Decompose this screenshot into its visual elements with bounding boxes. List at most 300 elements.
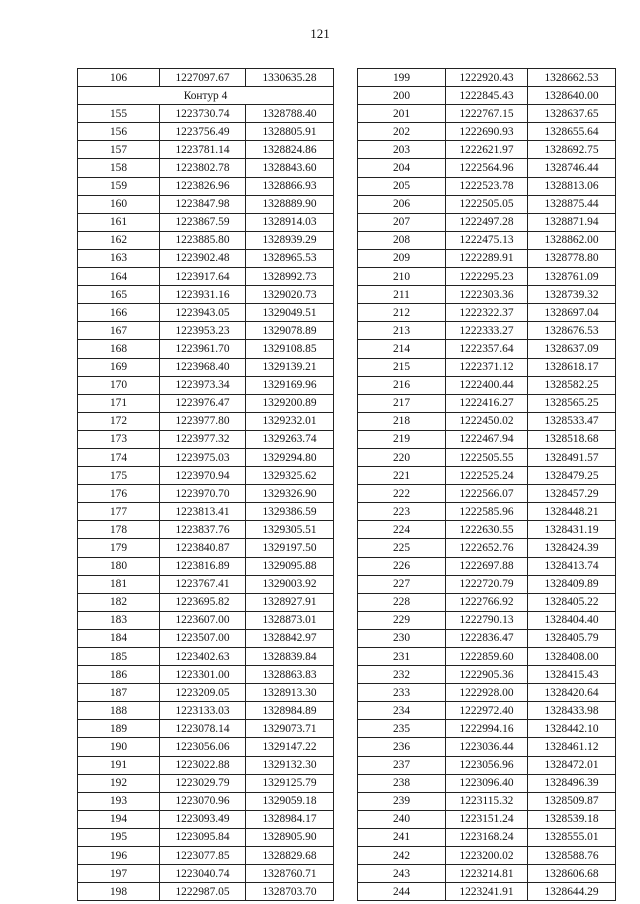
x-coordinate-cell: 1223953.23 bbox=[160, 322, 246, 340]
point-number-cell: 157 bbox=[78, 141, 160, 159]
table-row bbox=[78, 430, 334, 448]
x-coordinate-cell: 1222289.91 bbox=[446, 249, 528, 267]
y-coordinate-cell: 1328778.80 bbox=[528, 249, 616, 267]
point-number-cell: 160 bbox=[78, 195, 160, 213]
x-coordinate-cell: 1222630.55 bbox=[446, 521, 528, 539]
coordinates-table-left-body bbox=[78, 69, 334, 901]
point-number-cell: 237 bbox=[358, 756, 446, 774]
x-coordinate-cell: 1223973.34 bbox=[160, 376, 246, 394]
y-coordinate-cell: 1328655.64 bbox=[528, 123, 616, 141]
point-number-cell: 231 bbox=[358, 648, 446, 666]
point-number-cell: 233 bbox=[358, 684, 446, 702]
y-coordinate-cell: 1329325.62 bbox=[246, 467, 334, 485]
x-coordinate-cell: 1223168.24 bbox=[446, 828, 528, 846]
y-coordinate-cell: 1328992.73 bbox=[246, 268, 334, 286]
y-coordinate-cell: 1328862.00 bbox=[528, 231, 616, 249]
point-number-cell: 234 bbox=[358, 702, 446, 720]
point-number-cell: 213 bbox=[358, 322, 446, 340]
y-coordinate-cell: 1328746.44 bbox=[528, 159, 616, 177]
y-coordinate-cell: 1328461.12 bbox=[528, 738, 616, 756]
point-number-cell: 166 bbox=[78, 304, 160, 322]
point-number-cell: 243 bbox=[358, 865, 446, 883]
y-coordinate-cell: 1328676.53 bbox=[528, 322, 616, 340]
point-number-cell: 173 bbox=[78, 430, 160, 448]
table-row bbox=[358, 485, 616, 503]
x-coordinate-cell: 1223078.14 bbox=[160, 720, 246, 738]
table-row bbox=[358, 394, 616, 412]
table-row bbox=[78, 738, 334, 756]
point-number-cell: 163 bbox=[78, 249, 160, 267]
x-coordinate-cell: 1222505.05 bbox=[446, 195, 528, 213]
table-row bbox=[78, 684, 334, 702]
y-coordinate-cell: 1328873.01 bbox=[246, 611, 334, 629]
y-coordinate-cell: 1328871.94 bbox=[528, 213, 616, 231]
point-number-cell: 196 bbox=[78, 847, 160, 865]
point-number-cell: 220 bbox=[358, 448, 446, 466]
point-number-cell: 244 bbox=[358, 883, 446, 901]
table-row bbox=[78, 720, 334, 738]
y-coordinate-cell: 1329294.80 bbox=[246, 448, 334, 466]
x-coordinate-cell: 1223943.05 bbox=[160, 304, 246, 322]
point-number-cell: 165 bbox=[78, 286, 160, 304]
y-coordinate-cell: 1328448.21 bbox=[528, 503, 616, 521]
x-coordinate-cell: 1223867.59 bbox=[160, 213, 246, 231]
point-number-cell: 171 bbox=[78, 394, 160, 412]
table-row bbox=[358, 340, 616, 358]
y-coordinate-cell: 1329139.21 bbox=[246, 358, 334, 376]
table-row bbox=[78, 503, 334, 521]
y-coordinate-cell: 1328565.25 bbox=[528, 394, 616, 412]
x-coordinate-cell: 1223977.80 bbox=[160, 412, 246, 430]
y-coordinate-cell: 1329003.92 bbox=[246, 575, 334, 593]
y-coordinate-cell: 1328472.01 bbox=[528, 756, 616, 774]
x-coordinate-cell: 1222322.37 bbox=[446, 304, 528, 322]
point-number-cell: 230 bbox=[358, 629, 446, 647]
x-coordinate-cell: 1223070.96 bbox=[160, 792, 246, 810]
point-number-cell: 179 bbox=[78, 539, 160, 557]
point-number-cell: 239 bbox=[358, 792, 446, 810]
table-row bbox=[358, 810, 616, 828]
y-coordinate-cell: 1328491.57 bbox=[528, 448, 616, 466]
section-title: Контур 4 bbox=[78, 87, 334, 105]
point-number-cell: 215 bbox=[358, 358, 446, 376]
y-coordinate-cell: 1328424.39 bbox=[528, 539, 616, 557]
y-coordinate-cell: 1328863.83 bbox=[246, 666, 334, 684]
x-coordinate-cell: 1223781.14 bbox=[160, 141, 246, 159]
y-coordinate-cell: 1329125.79 bbox=[246, 774, 334, 792]
x-coordinate-cell: 1222564.96 bbox=[446, 159, 528, 177]
table-row bbox=[358, 430, 616, 448]
point-number-cell: 195 bbox=[78, 828, 160, 846]
x-coordinate-cell: 1223977.32 bbox=[160, 430, 246, 448]
coordinates-table-right bbox=[357, 68, 616, 901]
point-number-cell: 209 bbox=[358, 249, 446, 267]
x-coordinate-cell: 1222525.24 bbox=[446, 467, 528, 485]
x-coordinate-cell: 1223695.82 bbox=[160, 593, 246, 611]
table-row bbox=[358, 756, 616, 774]
x-coordinate-cell: 1223209.05 bbox=[160, 684, 246, 702]
x-coordinate-cell: 1222987.05 bbox=[160, 883, 246, 901]
table-row bbox=[78, 575, 334, 593]
y-coordinate-cell: 1328866.93 bbox=[246, 177, 334, 195]
y-coordinate-cell: 1329169.96 bbox=[246, 376, 334, 394]
y-coordinate-cell: 1328408.00 bbox=[528, 648, 616, 666]
y-coordinate-cell: 1328913.30 bbox=[246, 684, 334, 702]
point-number-cell: 198 bbox=[78, 883, 160, 901]
y-coordinate-cell: 1328405.79 bbox=[528, 629, 616, 647]
point-number-cell: 228 bbox=[358, 593, 446, 611]
table-row bbox=[358, 322, 616, 340]
x-coordinate-cell: 1222766.92 bbox=[446, 593, 528, 611]
point-number-cell: 242 bbox=[358, 847, 446, 865]
y-coordinate-cell: 1328431.19 bbox=[528, 521, 616, 539]
table-row bbox=[358, 286, 616, 304]
x-coordinate-cell: 1223813.41 bbox=[160, 503, 246, 521]
y-coordinate-cell: 1328905.90 bbox=[246, 828, 334, 846]
point-number-cell: 182 bbox=[78, 593, 160, 611]
point-number-cell: 199 bbox=[358, 69, 446, 87]
point-number-cell: 156 bbox=[78, 123, 160, 141]
x-coordinate-cell: 1222371.12 bbox=[446, 358, 528, 376]
y-coordinate-cell: 1328606.68 bbox=[528, 865, 616, 883]
x-coordinate-cell: 1222720.79 bbox=[446, 575, 528, 593]
point-number-cell: 155 bbox=[78, 105, 160, 123]
table-row bbox=[78, 648, 334, 666]
table-row bbox=[78, 810, 334, 828]
y-coordinate-cell: 1328939.29 bbox=[246, 231, 334, 249]
point-number-cell: 217 bbox=[358, 394, 446, 412]
table-row bbox=[78, 828, 334, 846]
x-coordinate-cell: 1222836.47 bbox=[446, 629, 528, 647]
x-coordinate-cell: 1222928.00 bbox=[446, 684, 528, 702]
table-row bbox=[78, 286, 334, 304]
point-number-cell: 236 bbox=[358, 738, 446, 756]
table-row bbox=[78, 69, 334, 87]
point-number-cell: 222 bbox=[358, 485, 446, 503]
point-number-cell: 188 bbox=[78, 702, 160, 720]
x-coordinate-cell: 1223756.49 bbox=[160, 123, 246, 141]
x-coordinate-cell: 1223040.74 bbox=[160, 865, 246, 883]
y-coordinate-cell: 1329232.01 bbox=[246, 412, 334, 430]
y-coordinate-cell: 1328433.98 bbox=[528, 702, 616, 720]
x-coordinate-cell: 1223093.49 bbox=[160, 810, 246, 828]
table-row bbox=[358, 593, 616, 611]
table-row bbox=[78, 177, 334, 195]
y-coordinate-cell: 1328457.29 bbox=[528, 485, 616, 503]
table-row bbox=[358, 629, 616, 647]
y-coordinate-cell: 1328927.91 bbox=[246, 593, 334, 611]
x-coordinate-cell: 1223402.63 bbox=[160, 648, 246, 666]
y-coordinate-cell: 1328805.91 bbox=[246, 123, 334, 141]
x-coordinate-cell: 1223847.98 bbox=[160, 195, 246, 213]
point-number-cell: 181 bbox=[78, 575, 160, 593]
point-number-cell: 174 bbox=[78, 448, 160, 466]
x-coordinate-cell: 1223214.81 bbox=[446, 865, 528, 883]
y-coordinate-cell: 1328829.68 bbox=[246, 847, 334, 865]
table-row bbox=[358, 249, 616, 267]
point-number-cell: 240 bbox=[358, 810, 446, 828]
point-number-cell: 175 bbox=[78, 467, 160, 485]
y-coordinate-cell: 1329263.74 bbox=[246, 430, 334, 448]
y-coordinate-cell: 1329059.18 bbox=[246, 792, 334, 810]
y-coordinate-cell: 1328588.76 bbox=[528, 847, 616, 865]
point-number-cell: 205 bbox=[358, 177, 446, 195]
y-coordinate-cell: 1329020.73 bbox=[246, 286, 334, 304]
table-row bbox=[358, 105, 616, 123]
point-number-cell: 106 bbox=[78, 69, 160, 87]
x-coordinate-cell: 1223022.88 bbox=[160, 756, 246, 774]
x-coordinate-cell: 1223802.78 bbox=[160, 159, 246, 177]
table-row bbox=[78, 394, 334, 412]
x-coordinate-cell: 1222400.44 bbox=[446, 376, 528, 394]
point-number-cell: 167 bbox=[78, 322, 160, 340]
point-number-cell: 162 bbox=[78, 231, 160, 249]
table-row bbox=[78, 123, 334, 141]
y-coordinate-cell: 1328539.18 bbox=[528, 810, 616, 828]
table-row bbox=[78, 666, 334, 684]
y-coordinate-cell: 1328404.40 bbox=[528, 611, 616, 629]
x-coordinate-cell: 1223730.74 bbox=[160, 105, 246, 123]
table-row bbox=[358, 268, 616, 286]
y-coordinate-cell: 1328640.00 bbox=[528, 87, 616, 105]
point-number-cell: 210 bbox=[358, 268, 446, 286]
table-row bbox=[78, 322, 334, 340]
point-number-cell: 214 bbox=[358, 340, 446, 358]
x-coordinate-cell: 1223917.64 bbox=[160, 268, 246, 286]
table-row bbox=[358, 376, 616, 394]
point-number-cell: 189 bbox=[78, 720, 160, 738]
point-number-cell: 169 bbox=[78, 358, 160, 376]
point-number-cell: 207 bbox=[358, 213, 446, 231]
y-coordinate-cell: 1328409.89 bbox=[528, 575, 616, 593]
y-coordinate-cell: 1328984.17 bbox=[246, 810, 334, 828]
y-coordinate-cell: 1328875.44 bbox=[528, 195, 616, 213]
point-number-cell: 192 bbox=[78, 774, 160, 792]
table-row bbox=[78, 883, 334, 901]
point-number-cell: 227 bbox=[358, 575, 446, 593]
table-row bbox=[358, 123, 616, 141]
point-number-cell: 158 bbox=[78, 159, 160, 177]
x-coordinate-cell: 1223767.41 bbox=[160, 575, 246, 593]
y-coordinate-cell: 1329049.51 bbox=[246, 304, 334, 322]
coordinates-table-right-body bbox=[358, 69, 616, 901]
table-row bbox=[78, 611, 334, 629]
y-coordinate-cell: 1328692.75 bbox=[528, 141, 616, 159]
x-coordinate-cell: 1222505.55 bbox=[446, 448, 528, 466]
table-row bbox=[358, 448, 616, 466]
x-coordinate-cell: 1223968.40 bbox=[160, 358, 246, 376]
point-number-cell: 232 bbox=[358, 666, 446, 684]
x-coordinate-cell: 1222920.43 bbox=[446, 69, 528, 87]
y-coordinate-cell: 1330635.28 bbox=[246, 69, 334, 87]
x-coordinate-cell: 1223056.96 bbox=[446, 756, 528, 774]
x-coordinate-cell: 1222859.60 bbox=[446, 648, 528, 666]
x-coordinate-cell: 1223840.87 bbox=[160, 539, 246, 557]
table-row bbox=[78, 340, 334, 358]
x-coordinate-cell: 1222497.28 bbox=[446, 213, 528, 231]
table-row bbox=[358, 195, 616, 213]
y-coordinate-cell: 1329095.88 bbox=[246, 557, 334, 575]
point-number-cell: 180 bbox=[78, 557, 160, 575]
point-number-cell: 161 bbox=[78, 213, 160, 231]
x-coordinate-cell: 1223902.48 bbox=[160, 249, 246, 267]
x-coordinate-cell: 1222690.93 bbox=[446, 123, 528, 141]
table-row bbox=[358, 883, 616, 901]
y-coordinate-cell: 1328984.89 bbox=[246, 702, 334, 720]
point-number-cell: 203 bbox=[358, 141, 446, 159]
x-coordinate-cell: 1222652.76 bbox=[446, 539, 528, 557]
point-number-cell: 183 bbox=[78, 611, 160, 629]
y-coordinate-cell: 1328518.68 bbox=[528, 430, 616, 448]
point-number-cell: 200 bbox=[358, 87, 446, 105]
y-coordinate-cell: 1328413.74 bbox=[528, 557, 616, 575]
x-coordinate-cell: 1223885.80 bbox=[160, 231, 246, 249]
table-row bbox=[358, 503, 616, 521]
x-coordinate-cell: 1222790.13 bbox=[446, 611, 528, 629]
table-row bbox=[358, 412, 616, 430]
table-row bbox=[358, 358, 616, 376]
table-row bbox=[358, 575, 616, 593]
point-number-cell: 216 bbox=[358, 376, 446, 394]
y-coordinate-cell: 1328442.10 bbox=[528, 720, 616, 738]
x-coordinate-cell: 1223931.16 bbox=[160, 286, 246, 304]
y-coordinate-cell: 1329200.89 bbox=[246, 394, 334, 412]
table-row bbox=[78, 376, 334, 394]
y-coordinate-cell: 1328760.71 bbox=[246, 865, 334, 883]
point-number-cell: 194 bbox=[78, 810, 160, 828]
table-row bbox=[78, 105, 334, 123]
point-number-cell: 185 bbox=[78, 648, 160, 666]
point-number-cell: 225 bbox=[358, 539, 446, 557]
y-coordinate-cell: 1328788.40 bbox=[246, 105, 334, 123]
table-row bbox=[358, 304, 616, 322]
table-row bbox=[78, 702, 334, 720]
point-number-cell: 159 bbox=[78, 177, 160, 195]
table-row bbox=[358, 177, 616, 195]
point-number-cell: 223 bbox=[358, 503, 446, 521]
x-coordinate-cell: 1222767.15 bbox=[446, 105, 528, 123]
table-row bbox=[358, 87, 616, 105]
x-coordinate-cell: 1223241.91 bbox=[446, 883, 528, 901]
table-row bbox=[78, 231, 334, 249]
y-coordinate-cell: 1328703.70 bbox=[246, 883, 334, 901]
y-coordinate-cell: 1328637.09 bbox=[528, 340, 616, 358]
x-coordinate-cell: 1222475.13 bbox=[446, 231, 528, 249]
point-number-cell: 190 bbox=[78, 738, 160, 756]
point-number-cell: 172 bbox=[78, 412, 160, 430]
point-number-cell: 187 bbox=[78, 684, 160, 702]
table-row bbox=[78, 268, 334, 286]
table-row bbox=[358, 611, 616, 629]
y-coordinate-cell: 1328496.39 bbox=[528, 774, 616, 792]
point-number-cell: 235 bbox=[358, 720, 446, 738]
table-row bbox=[358, 828, 616, 846]
x-coordinate-cell: 1222333.27 bbox=[446, 322, 528, 340]
table-row bbox=[358, 467, 616, 485]
table-row bbox=[78, 521, 334, 539]
point-number-cell: 224 bbox=[358, 521, 446, 539]
y-coordinate-cell: 1329197.50 bbox=[246, 539, 334, 557]
y-coordinate-cell: 1328739.32 bbox=[528, 286, 616, 304]
x-coordinate-cell: 1222450.02 bbox=[446, 412, 528, 430]
table-row bbox=[78, 159, 334, 177]
y-coordinate-cell: 1328824.86 bbox=[246, 141, 334, 159]
table-row bbox=[78, 467, 334, 485]
table-row bbox=[78, 448, 334, 466]
x-coordinate-cell: 1222357.64 bbox=[446, 340, 528, 358]
table-row bbox=[78, 539, 334, 557]
table-row bbox=[78, 756, 334, 774]
table-row bbox=[78, 141, 334, 159]
x-coordinate-cell: 1223970.70 bbox=[160, 485, 246, 503]
x-coordinate-cell: 1223036.44 bbox=[446, 738, 528, 756]
page-number: 121 bbox=[310, 26, 330, 41]
x-coordinate-cell: 1222585.96 bbox=[446, 503, 528, 521]
point-number-cell: 178 bbox=[78, 521, 160, 539]
y-coordinate-cell: 1329305.51 bbox=[246, 521, 334, 539]
x-coordinate-cell: 1222905.36 bbox=[446, 666, 528, 684]
x-coordinate-cell: 1223970.94 bbox=[160, 467, 246, 485]
table-row bbox=[78, 213, 334, 231]
y-coordinate-cell: 1328479.25 bbox=[528, 467, 616, 485]
table-row bbox=[358, 684, 616, 702]
y-coordinate-cell: 1328415.43 bbox=[528, 666, 616, 684]
table-row bbox=[78, 792, 334, 810]
y-coordinate-cell: 1329132.30 bbox=[246, 756, 334, 774]
point-number-cell: 201 bbox=[358, 105, 446, 123]
table-row bbox=[78, 249, 334, 267]
x-coordinate-cell: 1223133.03 bbox=[160, 702, 246, 720]
table-row bbox=[358, 539, 616, 557]
x-coordinate-cell: 1222972.40 bbox=[446, 702, 528, 720]
x-coordinate-cell: 1223077.85 bbox=[160, 847, 246, 865]
table-row bbox=[358, 231, 616, 249]
point-number-cell: 229 bbox=[358, 611, 446, 629]
y-coordinate-cell: 1328889.90 bbox=[246, 195, 334, 213]
section-row bbox=[78, 87, 334, 105]
table-row bbox=[358, 159, 616, 177]
y-coordinate-cell: 1328965.53 bbox=[246, 249, 334, 267]
x-coordinate-cell: 1222697.88 bbox=[446, 557, 528, 575]
table-row bbox=[358, 847, 616, 865]
x-coordinate-cell: 1223115.32 bbox=[446, 792, 528, 810]
x-coordinate-cell: 1222303.36 bbox=[446, 286, 528, 304]
point-number-cell: 164 bbox=[78, 268, 160, 286]
coordinates-table-left bbox=[77, 68, 334, 901]
table-row bbox=[78, 358, 334, 376]
table-row bbox=[358, 792, 616, 810]
x-coordinate-cell: 1223507.00 bbox=[160, 629, 246, 647]
table-row bbox=[358, 213, 616, 231]
x-coordinate-cell: 1222523.78 bbox=[446, 177, 528, 195]
x-coordinate-cell: 1223961.70 bbox=[160, 340, 246, 358]
table-row bbox=[78, 557, 334, 575]
y-coordinate-cell: 1328637.65 bbox=[528, 105, 616, 123]
point-number-cell: 218 bbox=[358, 412, 446, 430]
table-row bbox=[358, 738, 616, 756]
point-number-cell: 238 bbox=[358, 774, 446, 792]
point-number-cell: 193 bbox=[78, 792, 160, 810]
table-row bbox=[358, 774, 616, 792]
table-row bbox=[358, 702, 616, 720]
point-number-cell: 241 bbox=[358, 828, 446, 846]
y-coordinate-cell: 1328813.06 bbox=[528, 177, 616, 195]
point-number-cell: 191 bbox=[78, 756, 160, 774]
y-coordinate-cell: 1328839.84 bbox=[246, 648, 334, 666]
point-number-cell: 176 bbox=[78, 485, 160, 503]
x-coordinate-cell: 1223029.79 bbox=[160, 774, 246, 792]
x-coordinate-cell: 1223301.00 bbox=[160, 666, 246, 684]
